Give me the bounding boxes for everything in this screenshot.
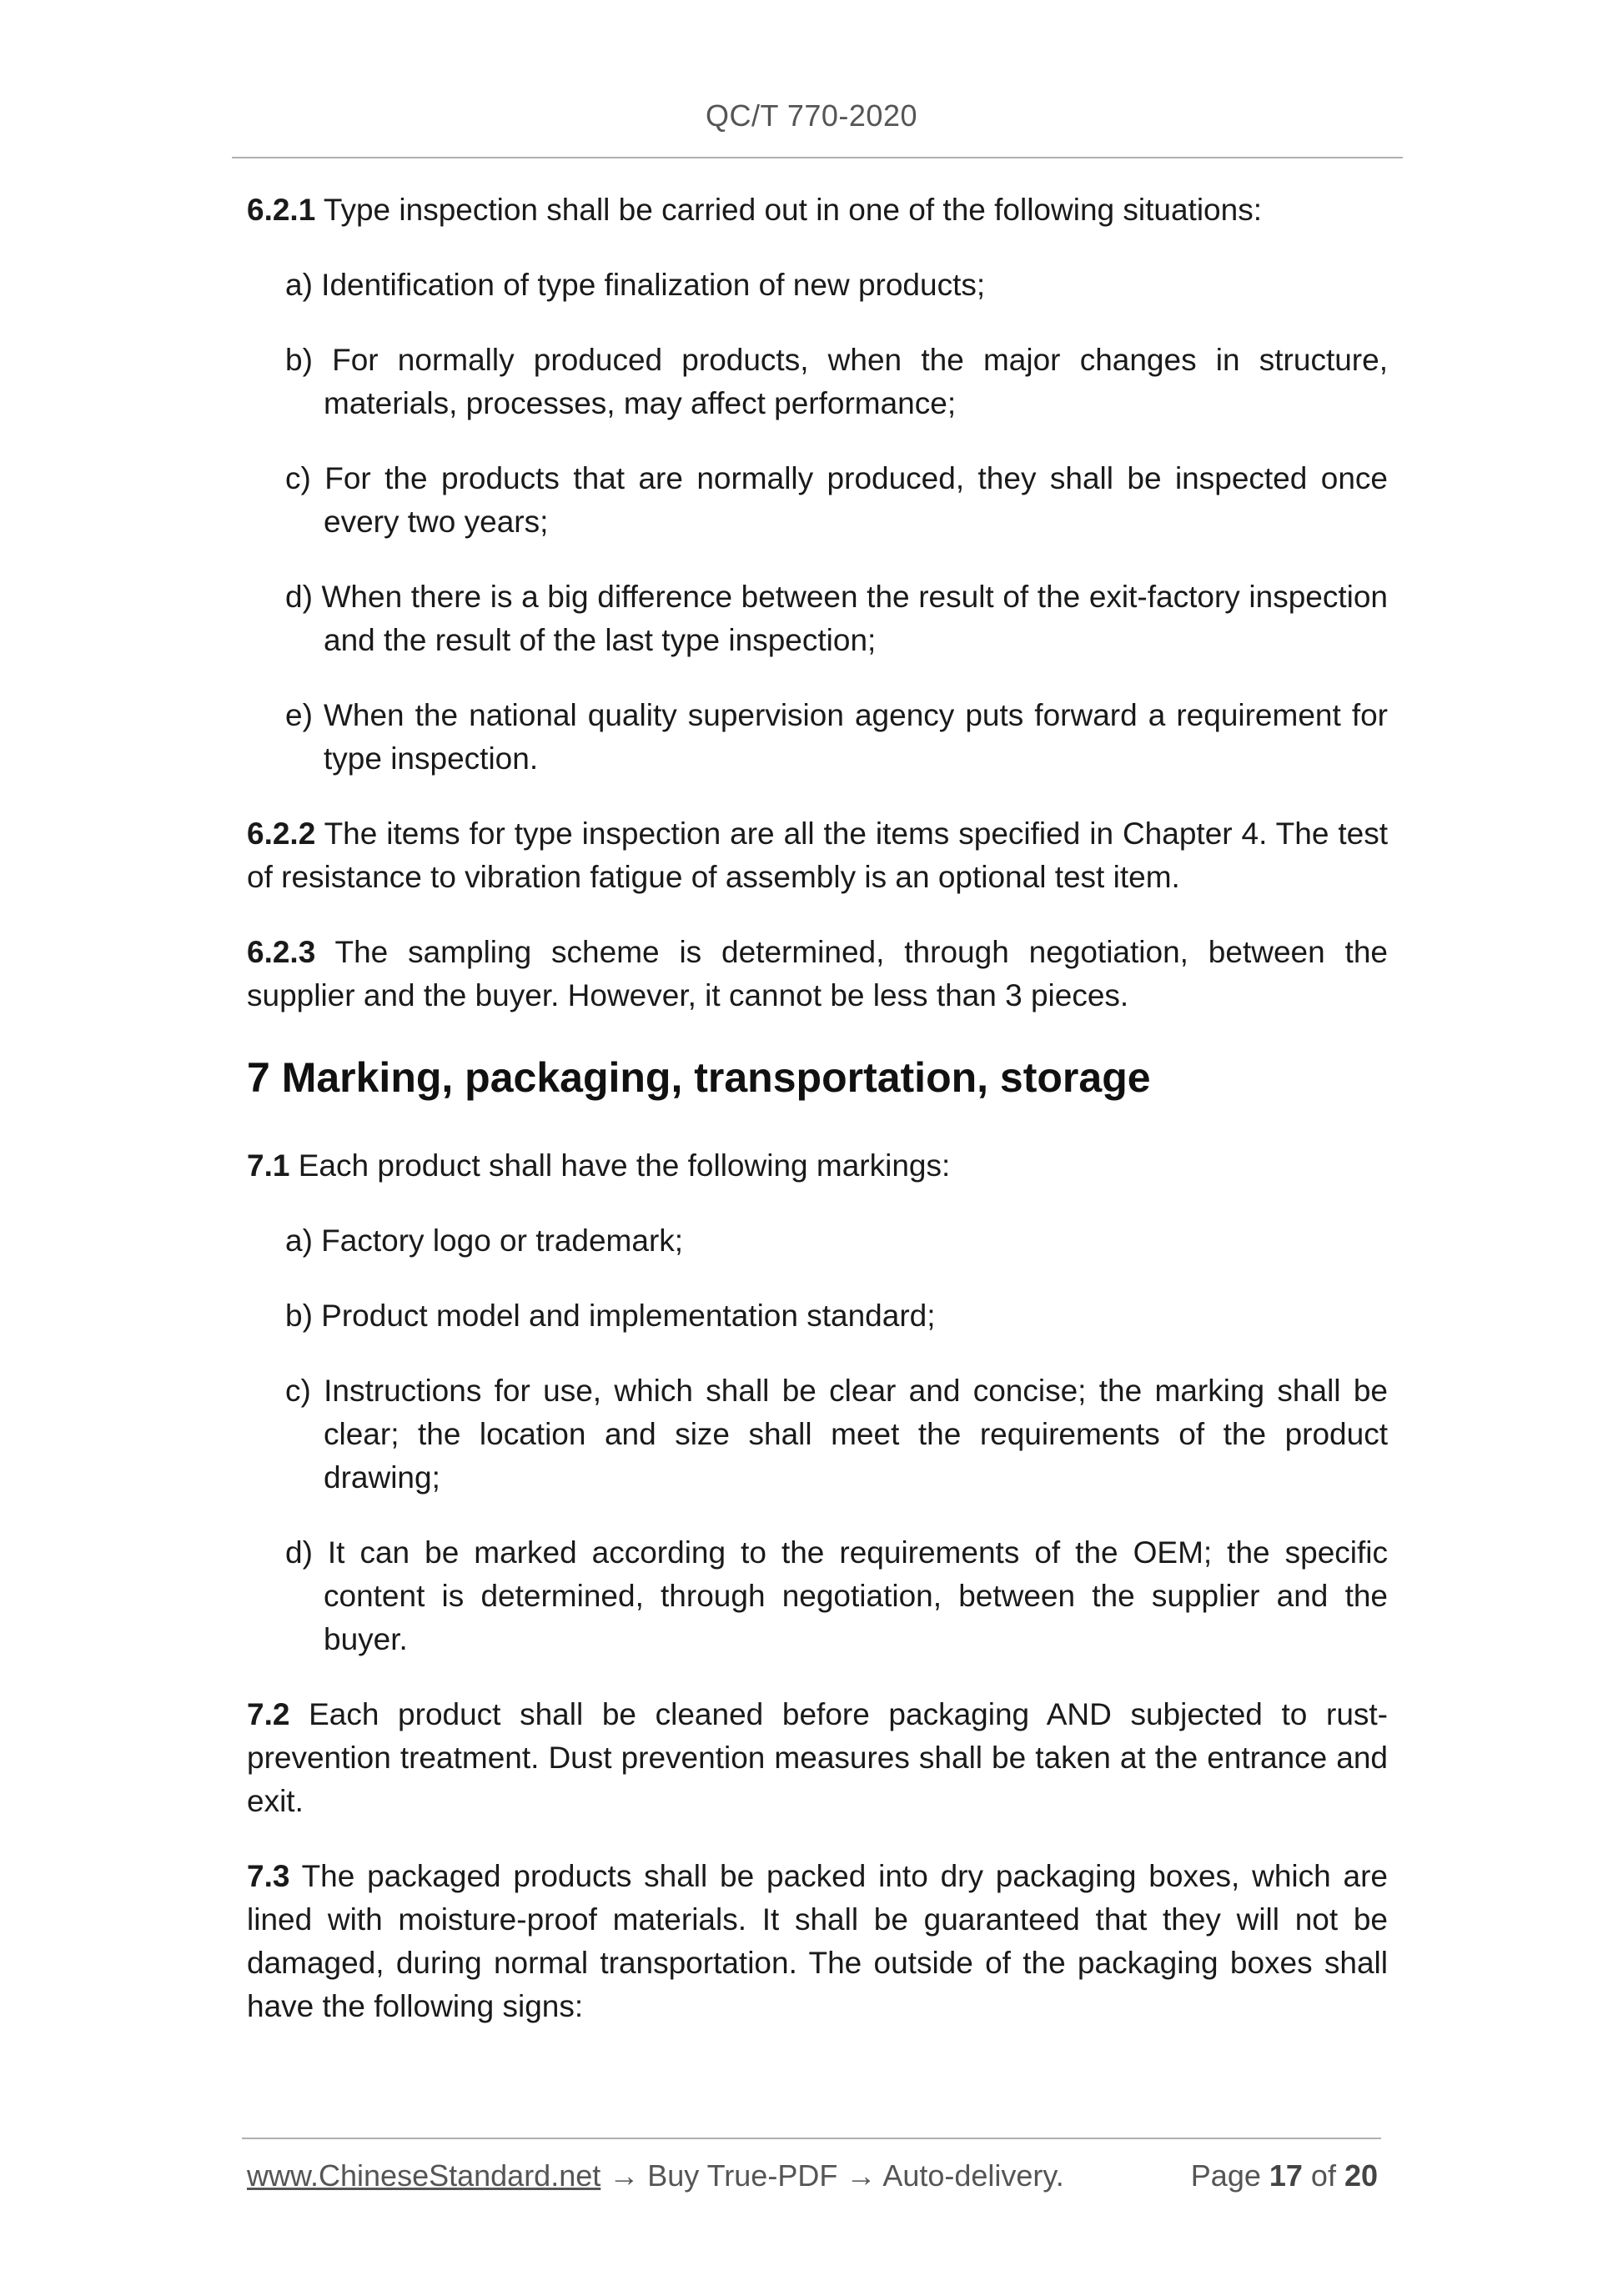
section-6-2-1 bbox=[247, 188, 1388, 232]
section-text: Each product shall be cleaned before packaging AND subjected to rust-prevention treatment. Dust prevention measures shall be taken at the entrance and exit. bbox=[247, 1697, 1388, 1818]
section-number: 7.3 bbox=[247, 1859, 290, 1893]
section-number: 7.2 bbox=[247, 1697, 290, 1731]
footer-promo bbox=[247, 2158, 1064, 2193]
footer-divider bbox=[242, 2138, 1381, 2139]
section-text: The items for type inspection are all the items specified in Chapter 4. The test of resistance to vibration fatigue of assembly is an optional test item. bbox=[247, 816, 1388, 894]
footer-tagline: → Buy True-PDF → Auto-delivery. bbox=[600, 2158, 1064, 2193]
section-number: 6.2.3 bbox=[247, 935, 316, 969]
list-item: b) Product model and implementation standard; bbox=[285, 1299, 936, 1333]
list-item: c) Instructions for use, which shall be clear and concise; the marking shall be clear; the location and size shall meet the requirements of the product drawing; bbox=[285, 1374, 1388, 1495]
list-item: b) For normally produced products, when the major changes in structure, materials, processes, may affect performance; bbox=[285, 343, 1388, 420]
page-of-label: of bbox=[1302, 2158, 1344, 2193]
page-indicator bbox=[1191, 2158, 1378, 2193]
header-divider bbox=[232, 157, 1403, 158]
current-page-number: 17 bbox=[1269, 2158, 1303, 2193]
chapter-heading: 7 Marking, packaging, transportation, storage bbox=[247, 1054, 1151, 1101]
section-6-2-2 bbox=[247, 812, 1388, 899]
section-7-1 bbox=[247, 1144, 1388, 1188]
list-item: d) When there is a big difference between the result of the exit-factory inspection and the result of the last type inspection; bbox=[285, 580, 1388, 657]
total-page-number: 20 bbox=[1344, 2158, 1378, 2193]
document-body bbox=[247, 188, 1388, 2060]
section-number: 6.2.1 bbox=[247, 193, 316, 227]
section-text: The packaged products shall be packed into dry packaging boxes, which are lined with moisture-proof materials. It shall be guaranteed that they will not be damaged, during normal transportation. The outside of the packaging boxes shall have the following signs: bbox=[247, 1859, 1388, 2023]
section-text: Each product shall have the following markings: bbox=[289, 1148, 951, 1183]
list-item: a) Factory logo or trademark; bbox=[285, 1223, 684, 1258]
page-header: QC/T 770-2020 bbox=[706, 98, 917, 133]
list-item: d) It can be marked according to the requirements of the OEM; the specific content is determined, through negotiation, between the supplier and the buyer. bbox=[285, 1535, 1388, 1656]
section-7-2 bbox=[247, 1693, 1388, 1823]
page-label: Page bbox=[1190, 2158, 1269, 2193]
section-number: 6.2.2 bbox=[247, 816, 316, 851]
section-text: Type inspection shall be carried out in one of the following situations: bbox=[315, 193, 1262, 227]
website-link[interactable]: www.ChineseStandard.net bbox=[247, 2158, 601, 2193]
list-item: a) Identification of type finalization of new products; bbox=[285, 268, 986, 302]
section-text: The sampling scheme is determined, through negotiation, between the supplier and the buyer. However, it cannot be less than 3 pieces. bbox=[247, 935, 1388, 1012]
section-number: 7.1 bbox=[247, 1148, 290, 1183]
list-item: e) When the national quality supervision agency puts forward a requirement for type inspection. bbox=[285, 698, 1388, 776]
list-item: c) For the products that are normally produced, they shall be inspected once every two years; bbox=[285, 461, 1388, 539]
section-7-3 bbox=[247, 1855, 1388, 2028]
section-6-2-3 bbox=[247, 931, 1388, 1017]
